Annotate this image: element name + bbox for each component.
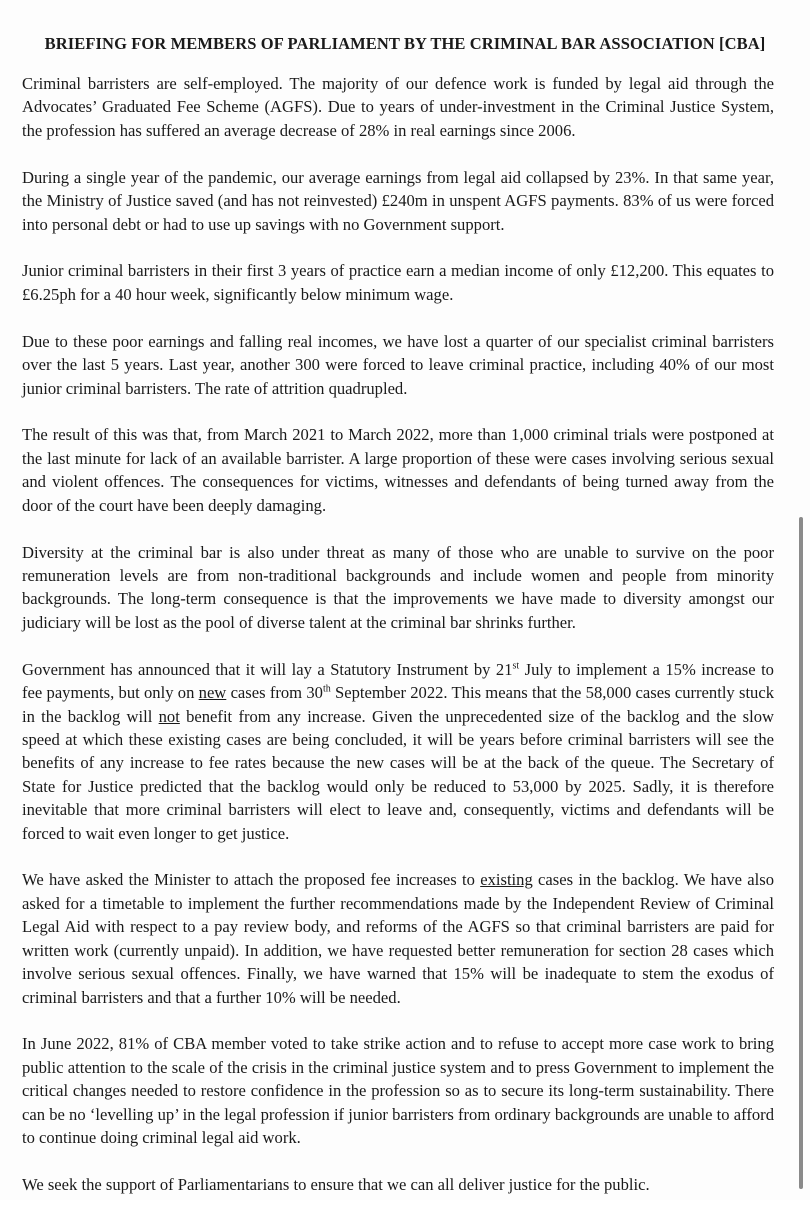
vertical-scrollbar[interactable]: [799, 517, 803, 1189]
paragraph-statutory-instrument: Government has announced that it will lay a Statutory Instrument by 21st July to implement a 15% increase to fee payments, but only on new cases from 30th September 2022. This means that the 58,000 cases currently stuck in the backlog will not benefit from any increase. Given the unprecedented size of the backlog and the slow speed at which these existing cases are being concluded, it will be years before criminal barristers will see the benefits of any increase to fee rates because the new cases will be at the back of the queue. The Secretary of State for Justice predicted that the backlog would only be reduced to 53,000 by 2025. Sadly, it is therefore inevitable that more criminal barristers will elect to leave and, consequently, victims and defendants will be forced to wait even longer to get justice.: [22, 659, 775, 843]
paragraph-postponed-trials: The result of this was that, from March 2021 to March 2022, more than 1,000 criminal trials were postponed at the last minute for lack of an available barrister. A large proportion of these were cases involving serious sexual and violent offences. The consequences for victims, witnesses and defendants of being turned away from the door of the court have been deeply damaging.: [22, 425, 774, 515]
paragraph-earnings: Criminal barristers are self-employed. The majority of our defence work is funded by legal aid through the Advocates’ Graduated Fee Scheme (AGFS). Due to years of under-investment in the Criminal Justice System, the profession has suffered an average decrease of 28% in real earnings since 2006.: [22, 74, 774, 140]
paragraph-closing: We seek the support of Parliamentarians to ensure that we can all deliver justice for the public.: [22, 1174, 650, 1194]
paragraph-attrition: Due to these poor earnings and falling real incomes, we have lost a quarter of our specialist criminal barristers over the last 5 years. Last year, another 300 were forced to leave criminal practice, including 40% of our most junior criminal barristers. The rate of attrition quadrupled.: [22, 331, 774, 398]
paragraph-junior-income: Junior criminal barristers in their first 3 years of practice earn a median income of only £12,200. This equates to £6.25ph for a 40 hour week, significantly below minimum wage.: [22, 261, 774, 304]
paragraph-diversity: Diversity at the criminal bar is also under threat as many of those who are unable to survive on the poor remuneration levels are from non-traditional backgrounds and include women and people from minority backgrounds. The long-term consequence is that the improvements we have made to diversity amongst our judiciary will be lost as the pool of diverse talent at the criminal bar shrinks further.: [22, 542, 774, 632]
paragraph-requests: We have asked the Minister to attach the proposed fee increases to existing cases in the backlog. We have also asked for a timetable to implement the further recommendations made by the Independent Review of Criminal Legal Aid with respect to a pay review body, and reforms of the AGFS so that criminal barristers are paid for written work (currently unpaid). In addition, we have requested better remuneration for section 28 cases which involve serious sexual offences. Finally, we have warned that 15% will be inadequate to stem the exodus of criminal barristers and that a further 10% will be needed.: [22, 870, 775, 1007]
paragraph-strike-action: In June 2022, 81% of CBA member voted to take strike action and to refuse to accept more case work to bring public attention to the scale of the crisis in the criminal justice system and to press Government to implement the critical changes needed to restore confidence in the profession so as to secure its long-term sustainability. There can be no ‘levelling up’ in the legal profession if junior barristers from ordinary backgrounds are unable to afford to continue doing criminal legal aid work.: [22, 1034, 774, 1148]
document-title: BRIEFING FOR MEMBERS OF PARLIAMENT BY THE CRIMINAL BAR ASSOCIATION [CBA]: [44, 34, 766, 53]
document-body: [22, 72, 774, 1220]
paragraph-pandemic: During a single year of the pandemic, our average earnings from legal aid collapsed by 23%. In that same year, the Ministry of Justice saved (and has not reinvested) £240m in unspent AGFS payments. 83% of us were forced into personal debt or had to use up savings with no Government support.: [22, 167, 774, 234]
